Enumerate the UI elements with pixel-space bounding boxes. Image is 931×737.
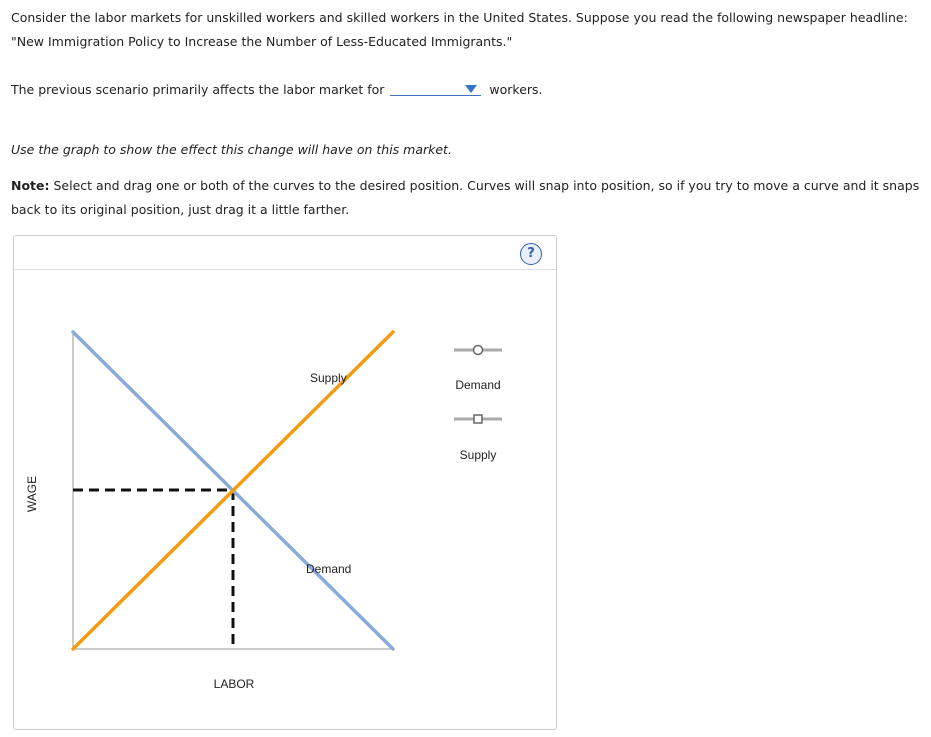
x-axis-label: LABOR xyxy=(213,677,255,691)
graph-canvas xyxy=(14,236,556,729)
note-text xyxy=(11,174,926,222)
legend-supply-label: Supply xyxy=(459,448,497,462)
y-axis-label: WAGE xyxy=(25,475,39,513)
note-label: Note: xyxy=(11,178,50,193)
legend-supply-tool[interactable] xyxy=(454,415,502,462)
legend-demand-label: Demand xyxy=(455,378,501,392)
legend-supply-square-icon xyxy=(474,415,482,423)
legend-demand-circle-icon xyxy=(474,346,483,355)
supply-curve-label: Supply xyxy=(310,371,347,385)
question-prompt-row xyxy=(11,78,543,102)
instruction-text: Use the graph to show the effect this change will have on this market. xyxy=(11,142,452,157)
help-button[interactable]: ? xyxy=(520,243,542,265)
demand-curve-label: Demand xyxy=(306,562,352,576)
labor-market-dropdown[interactable] xyxy=(390,80,481,96)
dropdown-caret-icon xyxy=(465,85,477,93)
legend-demand-tool[interactable] xyxy=(454,346,502,393)
note-body: Select and drag one or both of the curves to the desired position. Curves will snap into position, so if you try to move a curve and it snaps back to its original position, just drag it a little farther. xyxy=(11,178,920,217)
prompt-after: workers. xyxy=(489,82,543,97)
graph-panel xyxy=(13,235,557,730)
question-intro: Consider the labor markets for unskilled workers and skilled workers in the United States. Suppose you read the following newspaper headline: "New Immigration Policy to Increase the Number of Less-Educated Immigrants." xyxy=(11,10,908,49)
prompt-before: The previous scenario primarily affects the labor market for xyxy=(11,82,385,97)
